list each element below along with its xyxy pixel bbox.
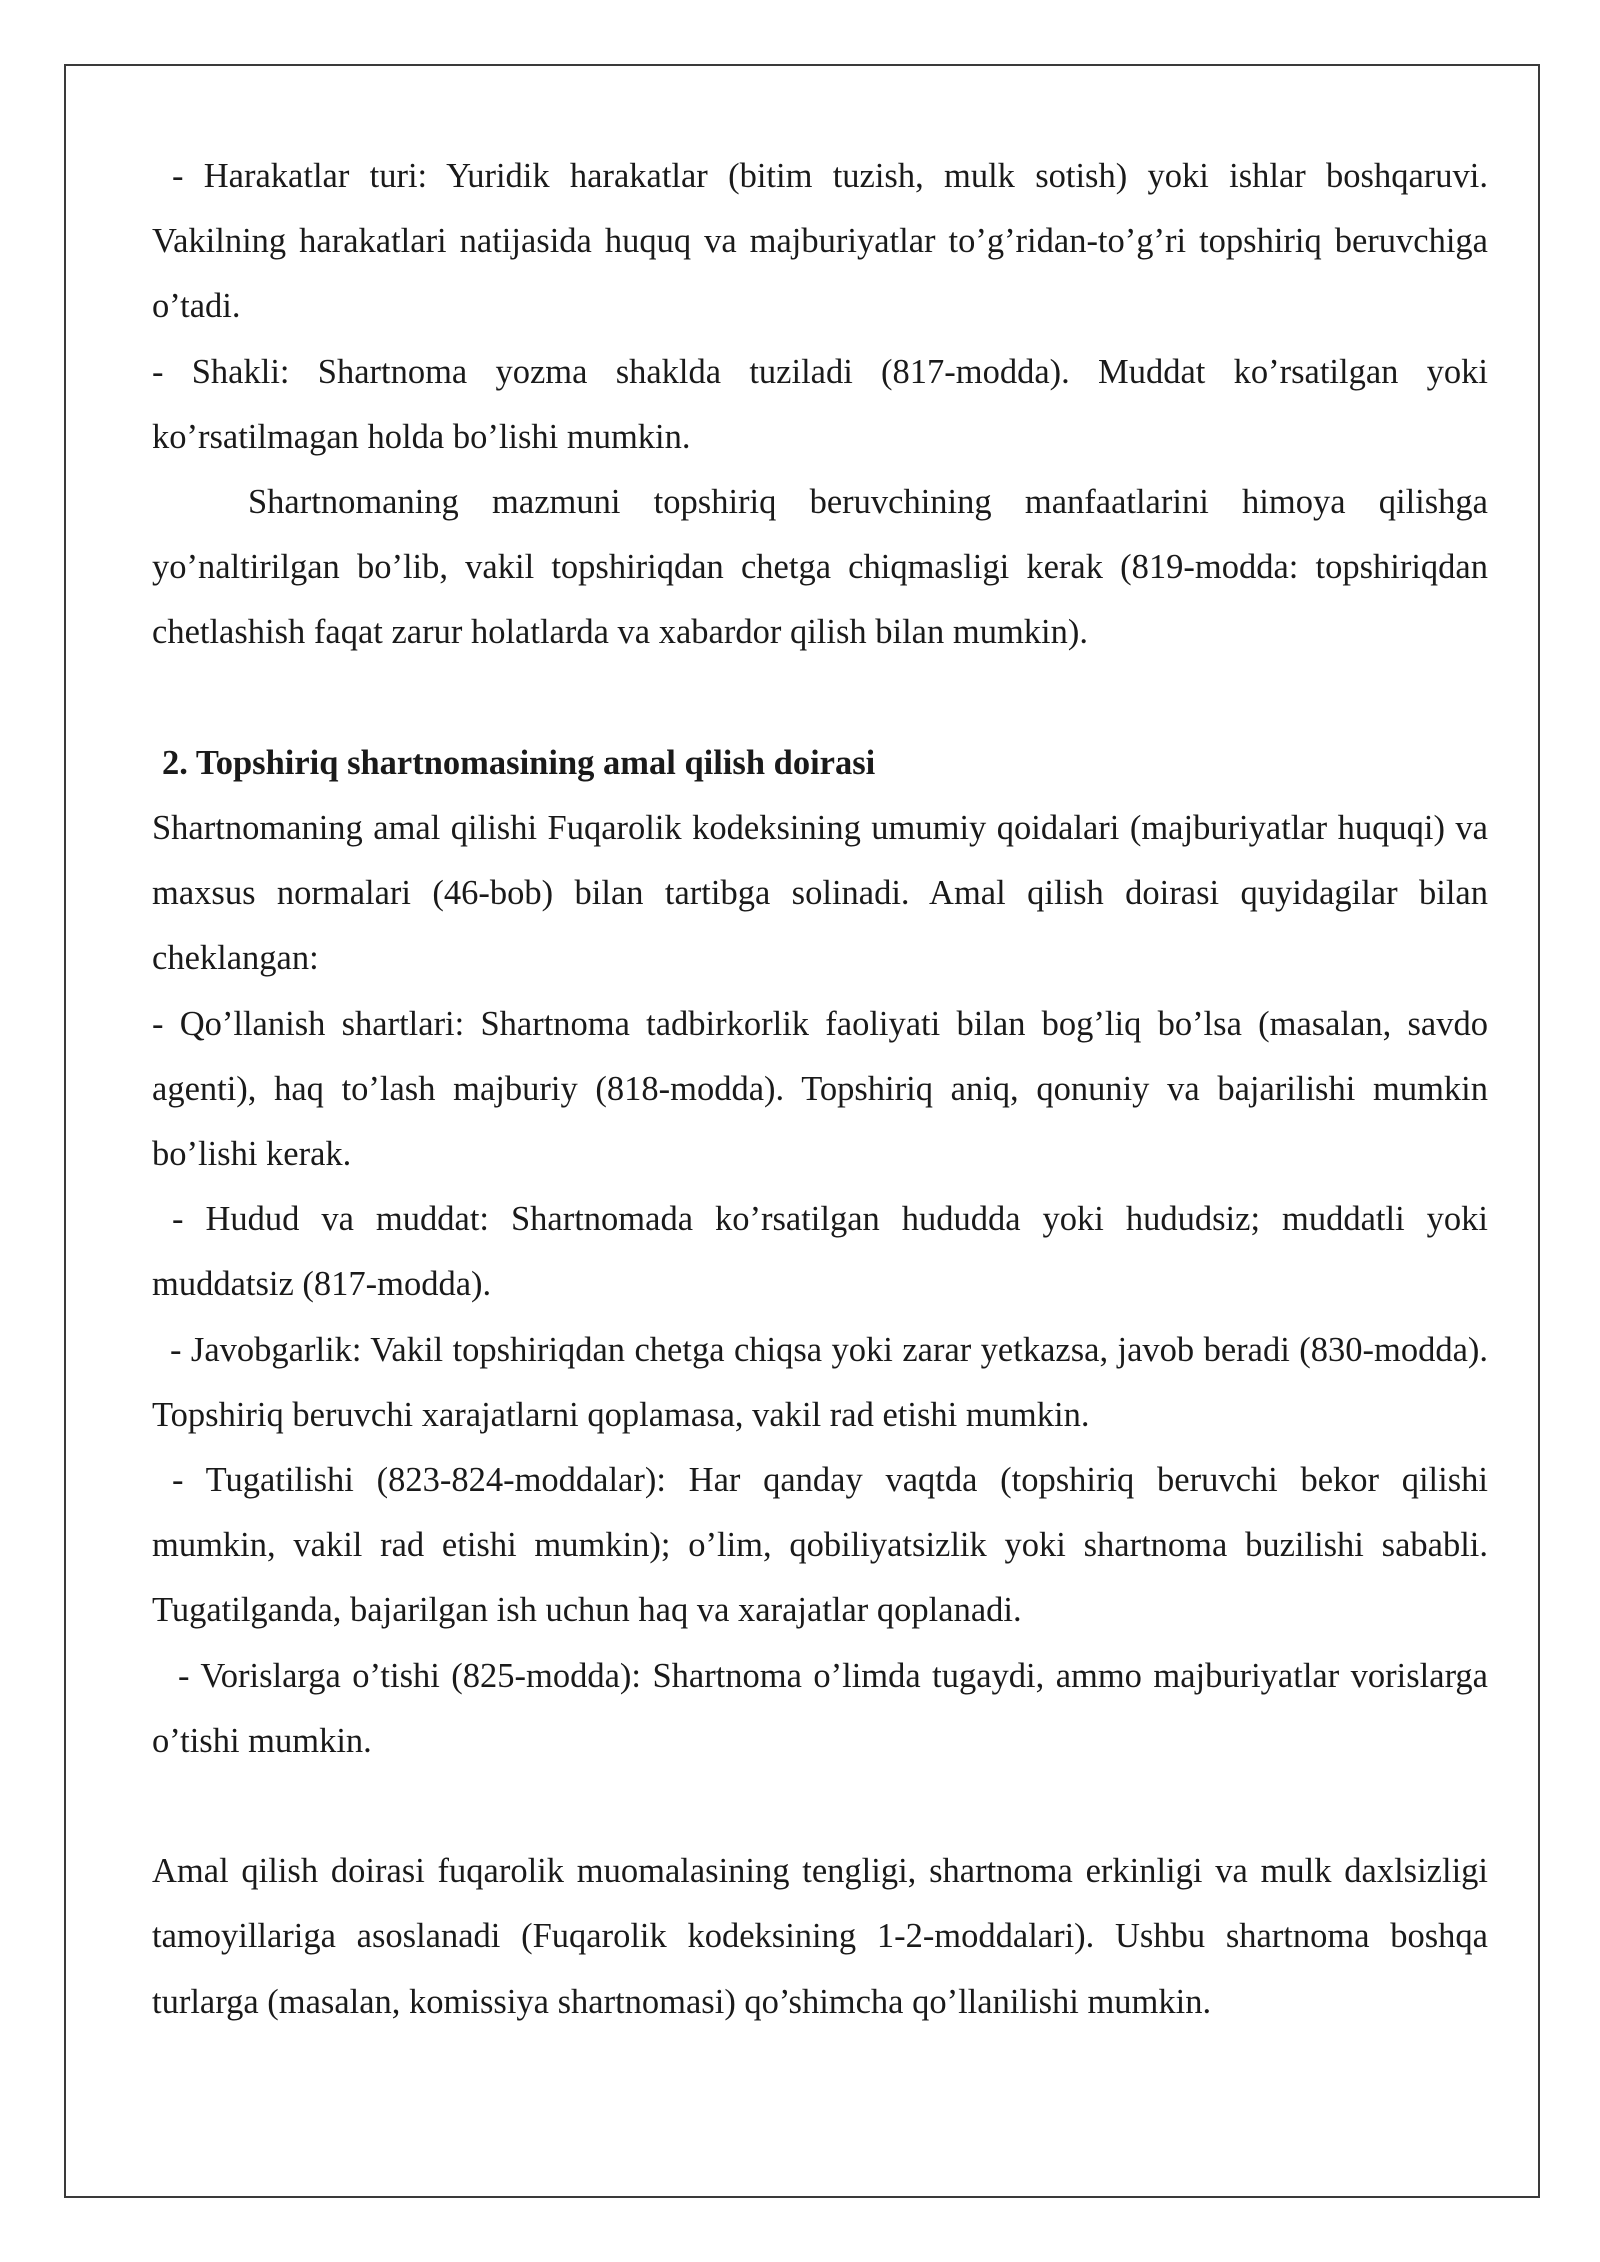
paragraph-harakatlar-turi: - Harakatlar turi: Yuridik harakatlar (bitim tuzish, mulk sotish) yoki ishlar boshqaruvi. Vakilning harakatlari natijasida huquq va majburiyatlar to’g’ridan-to’g’ri topshiriq beruvchiga o’tadi.: [152, 157, 1488, 326]
paragraph-amal-qilishi: Shartnomaning amal qilishi Fuqarolik kodeksining umumiy qoidalari (majburiyatlar huquqi) va maxsus normalari (46-bob) bilan tartibga solinadi. Amal qilish doirasi quyidagilar bilan cheklangan:: [152, 809, 1488, 978]
paragraph-conclusion: Amal qilish doirasi fuqarolik muomalasining tengligi, shartnoma erkinligi va mulk daxlsizligi tamoyillariga asoslanadi (Fuqarolik kodeksining 1-2-moddalari). Ushbu shartnoma boshqa turlarga (masalan, komissiya shartnomasi) qo’shimcha qo’llanilishi mumkin.: [152, 1852, 1488, 2021]
paragraph-shakli: - Shakli: Shartnoma yozma shaklda tuziladi (817-modda). Muddat ko’rsatilgan yoki ko’rsatilmagan holda bo’lishi mumkin.: [152, 352, 1488, 456]
paragraph-hudud-muddat: - Hudud va muddat: Shartnomada ko’rsatilgan hududda yoki hududsiz; muddatli yoki muddatsiz (817-modda).: [152, 1200, 1488, 1304]
document-body: [152, 144, 1488, 2035]
paragraph-tugatilishi: - Tugatilishi (823-824-moddalar): Har qanday vaqtda (topshiriq beruvchi bekor qilishi mumkin, vakil rad etishi mumkin); o’lim, qobiliyatsizlik yoki shartnoma buzilishi sababli. Tugatilganda, bajarilgan ish uchun haq va xarajatlar qoplanadi.: [152, 1461, 1488, 1630]
blank-line: [152, 666, 1488, 731]
paragraph-mazmuni: Shartnomaning mazmuni topshiriq beruvchining manfaatlarini himoya qilishga yo’naltirilgan bo’lib, vakil topshiriqdan chetga chiqmasligi kerak (819-modda: topshiriqdan chetlashish faqat zarur holatlarda va xabardor qilish bilan mumkin).: [152, 483, 1488, 652]
paragraph-javobgarlik: - Javobgarlik: Vakil topshiriqdan chetga chiqsa yoki zarar yetkazsa, javob beradi (830-modda). Topshiriq beruvchi xarajatlarni qoplamasa, vakil rad etishi mumkin.: [152, 1330, 1488, 1434]
paragraph-qollanish-shartlari: - Qo’llanish shartlari: Shartnoma tadbirkorlik faoliyati bilan bog’liq bo’lsa (masalan, savdo agenti), haq to’lash majburiy (818-modda). Topshiriq aniq, qonuniy va bajarilishi mumkin bo’lishi kerak.: [152, 1004, 1488, 1174]
paragraph-vorislarga: - Vorislarga o’tishi (825-modda): Shartnoma o’limda tugaydi, ammo majburiyatlar vorislarga o’tishi mumkin.: [152, 1656, 1488, 1760]
section-heading: 2. Topshiriq shartnomasining amal qilish doirasi: [162, 743, 876, 782]
blank-line: [152, 1774, 1488, 1839]
